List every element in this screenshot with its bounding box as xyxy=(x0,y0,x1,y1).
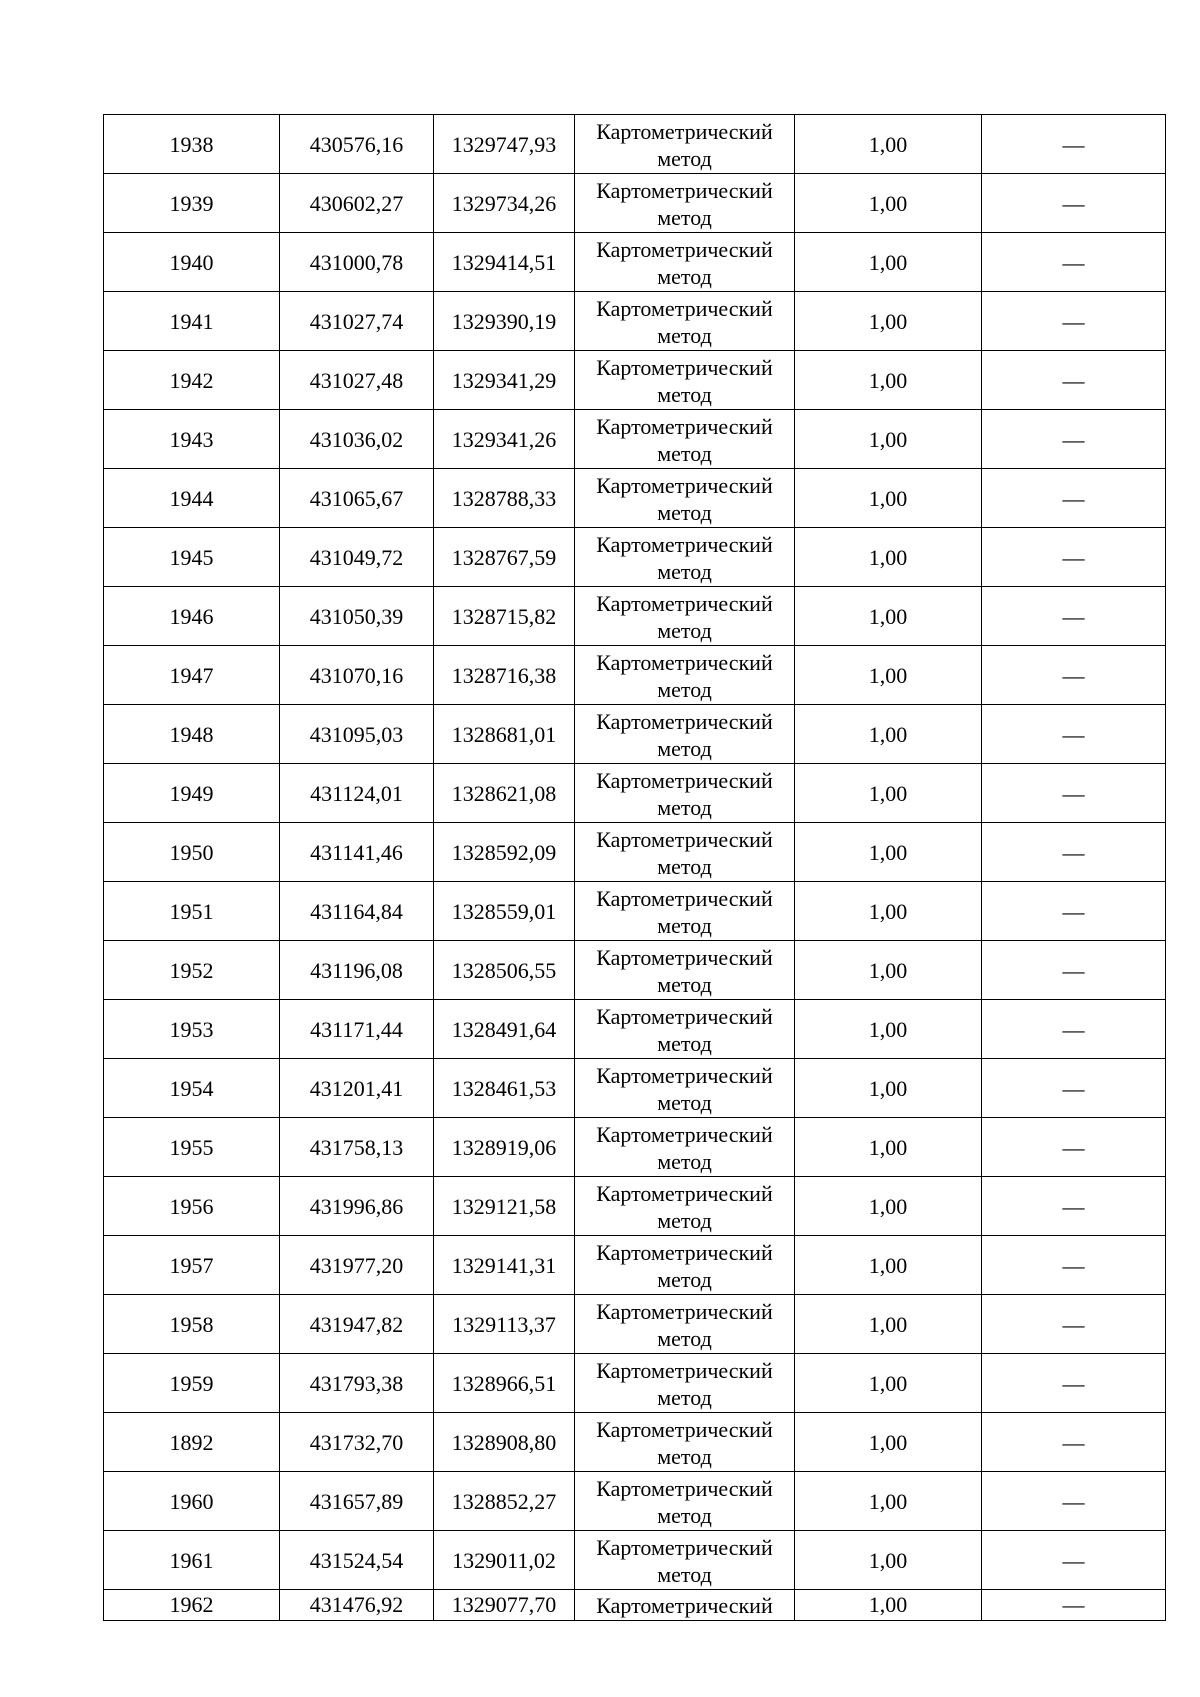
accuracy-cell: 1,00 xyxy=(795,174,982,233)
method-text-line: метод xyxy=(657,205,712,230)
note-cell: — xyxy=(982,1531,1166,1590)
method-cell xyxy=(575,1059,795,1118)
method-cell xyxy=(575,115,795,174)
point-number-cell: 1941 xyxy=(104,292,280,351)
note-cell: — xyxy=(982,823,1166,882)
table-row xyxy=(104,233,1166,292)
table-row xyxy=(104,115,1166,174)
table-row xyxy=(104,705,1166,764)
method-cell xyxy=(575,1472,795,1531)
accuracy-cell: 1,00 xyxy=(795,1236,982,1295)
method-text-line: метод xyxy=(657,1090,712,1115)
point-number-cell: 1940 xyxy=(104,233,280,292)
table-row xyxy=(104,1472,1166,1531)
accuracy-cell: 1,00 xyxy=(795,1000,982,1059)
y-coordinate-cell: 1328919,06 xyxy=(434,1118,575,1177)
y-coordinate-cell: 1329121,58 xyxy=(434,1177,575,1236)
x-coordinate-cell: 431476,92 xyxy=(280,1590,434,1621)
table-row xyxy=(104,941,1166,1000)
point-number-cell: 1957 xyxy=(104,1236,280,1295)
y-coordinate-cell: 1328716,38 xyxy=(434,646,575,705)
point-number-cell: 1951 xyxy=(104,882,280,941)
note-cell: — xyxy=(982,705,1166,764)
point-number-cell: 1961 xyxy=(104,1531,280,1590)
note-cell: — xyxy=(982,1590,1166,1621)
method-text-line: метод xyxy=(657,972,712,997)
x-coordinate-cell: 431141,46 xyxy=(280,823,434,882)
accuracy-cell: 1,00 xyxy=(795,1059,982,1118)
y-coordinate-cell: 1328788,33 xyxy=(434,469,575,528)
method-cell xyxy=(575,646,795,705)
x-coordinate-cell: 430602,27 xyxy=(280,174,434,233)
accuracy-cell: 1,00 xyxy=(795,1118,982,1177)
x-coordinate-cell: 431050,39 xyxy=(280,587,434,646)
accuracy-cell: 1,00 xyxy=(795,823,982,882)
method-cell xyxy=(575,174,795,233)
accuracy-cell: 1,00 xyxy=(795,705,982,764)
x-coordinate-cell: 431027,48 xyxy=(280,351,434,410)
x-coordinate-cell: 431027,74 xyxy=(280,292,434,351)
x-coordinate-cell: 431996,86 xyxy=(280,1177,434,1236)
method-cell xyxy=(575,823,795,882)
y-coordinate-cell: 1328506,55 xyxy=(434,941,575,1000)
method-text-line: метод xyxy=(657,264,712,289)
method-text-line: метод xyxy=(657,913,712,938)
table-row xyxy=(104,528,1166,587)
note-cell: — xyxy=(982,174,1166,233)
table-row xyxy=(104,882,1166,941)
method-text-line: Картометрический xyxy=(596,709,773,734)
point-number-cell: 1943 xyxy=(104,410,280,469)
table-row xyxy=(104,1354,1166,1413)
method-text-line: метод xyxy=(657,1149,712,1174)
note-cell: — xyxy=(982,410,1166,469)
method-text-line: метод xyxy=(657,736,712,761)
method-text-line: метод xyxy=(657,559,712,584)
method-text-line: Картометрический xyxy=(596,1004,773,1029)
note-cell: — xyxy=(982,292,1166,351)
method-cell xyxy=(575,1000,795,1059)
method-text-line: Картометрический xyxy=(596,473,773,498)
accuracy-cell: 1,00 xyxy=(795,1295,982,1354)
x-coordinate-cell: 431065,67 xyxy=(280,469,434,528)
method-cell xyxy=(575,469,795,528)
y-coordinate-cell: 1329011,02 xyxy=(434,1531,575,1590)
method-cell xyxy=(575,764,795,823)
note-cell: — xyxy=(982,1236,1166,1295)
x-coordinate-cell: 431171,44 xyxy=(280,1000,434,1059)
x-coordinate-cell: 431732,70 xyxy=(280,1413,434,1472)
point-number-cell: 1962 xyxy=(104,1590,280,1621)
point-number-cell: 1942 xyxy=(104,351,280,410)
table-row xyxy=(104,587,1166,646)
method-cell xyxy=(575,882,795,941)
y-coordinate-cell: 1329414,51 xyxy=(434,233,575,292)
y-coordinate-cell: 1329077,70 xyxy=(434,1590,575,1621)
method-text-line: метод xyxy=(657,500,712,525)
table-row xyxy=(104,1236,1166,1295)
method-text-line: Картометрический xyxy=(596,1299,773,1324)
x-coordinate-cell: 430576,16 xyxy=(280,115,434,174)
note-cell: — xyxy=(982,941,1166,1000)
point-number-cell: 1948 xyxy=(104,705,280,764)
method-text-line: Картометрический xyxy=(596,532,773,557)
accuracy-cell: 1,00 xyxy=(795,587,982,646)
y-coordinate-cell: 1328966,51 xyxy=(434,1354,575,1413)
table-row xyxy=(104,1531,1166,1590)
note-cell: — xyxy=(982,1177,1166,1236)
method-text-line: Картометрический xyxy=(596,1181,773,1206)
note-cell: — xyxy=(982,115,1166,174)
method-text-line: Картометрический xyxy=(596,768,773,793)
method-cell xyxy=(575,1295,795,1354)
method-cell xyxy=(575,292,795,351)
y-coordinate-cell: 1328559,01 xyxy=(434,882,575,941)
table-row xyxy=(104,1177,1166,1236)
y-coordinate-cell: 1328592,09 xyxy=(434,823,575,882)
accuracy-cell: 1,00 xyxy=(795,1177,982,1236)
table-row xyxy=(104,1413,1166,1472)
point-number-cell: 1956 xyxy=(104,1177,280,1236)
method-text-line: Картометрический xyxy=(596,1476,773,1501)
point-number-cell: 1952 xyxy=(104,941,280,1000)
method-text-line: метод xyxy=(657,1562,712,1587)
point-number-cell: 1939 xyxy=(104,174,280,233)
note-cell: — xyxy=(982,233,1166,292)
method-text-line: метод xyxy=(657,146,712,171)
note-cell: — xyxy=(982,469,1166,528)
method-text-line: Картометрический xyxy=(596,945,773,970)
method-text-line: метод xyxy=(657,441,712,466)
table-row xyxy=(104,646,1166,705)
point-number-cell: 1959 xyxy=(104,1354,280,1413)
method-text-line: Картометрический xyxy=(596,178,773,203)
note-cell: — xyxy=(982,1413,1166,1472)
method-cell xyxy=(575,705,795,764)
method-text-line: Картометрический xyxy=(596,1063,773,1088)
method-text-line: метод xyxy=(657,1208,712,1233)
method-cell xyxy=(575,1177,795,1236)
x-coordinate-cell: 431036,02 xyxy=(280,410,434,469)
accuracy-cell: 1,00 xyxy=(795,469,982,528)
point-number-cell: 1958 xyxy=(104,1295,280,1354)
accuracy-cell: 1,00 xyxy=(795,410,982,469)
accuracy-cell: 1,00 xyxy=(795,646,982,705)
table-row xyxy=(104,410,1166,469)
accuracy-cell: 1,00 xyxy=(795,882,982,941)
note-cell: — xyxy=(982,528,1166,587)
y-coordinate-cell: 1329341,26 xyxy=(434,410,575,469)
method-text-line: Картометрический xyxy=(596,1417,773,1442)
table-row xyxy=(104,764,1166,823)
method-text-line: Картометрический xyxy=(596,355,773,380)
table-row xyxy=(104,1295,1166,1354)
x-coordinate-cell: 431049,72 xyxy=(280,528,434,587)
method-text-line: метод xyxy=(657,854,712,879)
point-number-cell: 1950 xyxy=(104,823,280,882)
table-row xyxy=(104,292,1166,351)
y-coordinate-cell: 1328461,53 xyxy=(434,1059,575,1118)
x-coordinate-cell: 431524,54 xyxy=(280,1531,434,1590)
x-coordinate-cell: 431095,03 xyxy=(280,705,434,764)
accuracy-cell: 1,00 xyxy=(795,1472,982,1531)
note-cell: — xyxy=(982,1118,1166,1177)
method-text-line: Картометрический xyxy=(596,1535,773,1560)
x-coordinate-cell: 431793,38 xyxy=(280,1354,434,1413)
accuracy-cell: 1,00 xyxy=(795,941,982,1000)
y-coordinate-cell: 1328681,01 xyxy=(434,705,575,764)
method-text-line: Картометрический xyxy=(596,414,773,439)
accuracy-cell: 1,00 xyxy=(795,351,982,410)
point-number-cell: 1954 xyxy=(104,1059,280,1118)
method-text-line: метод xyxy=(657,323,712,348)
note-cell: — xyxy=(982,764,1166,823)
method-text-line: Картометрический xyxy=(596,1358,773,1383)
method-cell xyxy=(575,941,795,1000)
table-row xyxy=(104,823,1166,882)
x-coordinate-cell: 431758,13 xyxy=(280,1118,434,1177)
method-text-line: Картометрический xyxy=(596,119,773,144)
note-cell: — xyxy=(982,1472,1166,1531)
method-text-line: метод xyxy=(657,618,712,643)
method-cell xyxy=(575,1118,795,1177)
accuracy-cell: 1,00 xyxy=(795,233,982,292)
method-text-line: метод xyxy=(657,1444,712,1469)
point-number-cell: 1938 xyxy=(104,115,280,174)
method-text-line: Картометрический xyxy=(596,827,773,852)
method-cell xyxy=(575,1531,795,1590)
accuracy-cell: 1,00 xyxy=(795,528,982,587)
table-row xyxy=(104,1118,1166,1177)
x-coordinate-cell: 431124,01 xyxy=(280,764,434,823)
y-coordinate-cell: 1329113,37 xyxy=(434,1295,575,1354)
y-coordinate-cell: 1328621,08 xyxy=(434,764,575,823)
y-coordinate-cell: 1329734,26 xyxy=(434,174,575,233)
point-number-cell: 1945 xyxy=(104,528,280,587)
point-number-cell: 1944 xyxy=(104,469,280,528)
accuracy-cell: 1,00 xyxy=(795,1531,982,1590)
point-number-cell: 1949 xyxy=(104,764,280,823)
table-row xyxy=(104,1059,1166,1118)
accuracy-cell: 1,00 xyxy=(795,1413,982,1472)
method-text-line: Картометрический xyxy=(596,650,773,675)
method-cell xyxy=(575,587,795,646)
y-coordinate-cell: 1328852,27 xyxy=(434,1472,575,1531)
method-text-line: Картометрический xyxy=(596,1240,773,1265)
method-text-line: Картометрический xyxy=(596,237,773,262)
y-coordinate-cell: 1329341,29 xyxy=(434,351,575,410)
note-cell: — xyxy=(982,1295,1166,1354)
point-number-cell: 1953 xyxy=(104,1000,280,1059)
y-coordinate-cell: 1329390,19 xyxy=(434,292,575,351)
table-row xyxy=(104,174,1166,233)
y-coordinate-cell: 1329141,31 xyxy=(434,1236,575,1295)
note-cell: — xyxy=(982,1000,1166,1059)
point-number-cell: 1892 xyxy=(104,1413,280,1472)
method-text-line: метод xyxy=(657,795,712,820)
method-cell xyxy=(575,1236,795,1295)
x-coordinate-cell: 431977,20 xyxy=(280,1236,434,1295)
method-cell xyxy=(575,233,795,292)
x-coordinate-cell: 431947,82 xyxy=(280,1295,434,1354)
method-text-line: Картометрический xyxy=(596,296,773,321)
method-cell xyxy=(575,528,795,587)
note-cell: — xyxy=(982,351,1166,410)
note-cell: — xyxy=(982,1354,1166,1413)
accuracy-cell: 1,00 xyxy=(795,1590,982,1621)
table-row xyxy=(104,1000,1166,1059)
method-text-line: Картометрический xyxy=(596,591,773,616)
method-text-line: метод xyxy=(657,677,712,702)
method-cell xyxy=(575,410,795,469)
accuracy-cell: 1,00 xyxy=(795,764,982,823)
point-number-cell: 1947 xyxy=(104,646,280,705)
x-coordinate-cell: 431196,08 xyxy=(280,941,434,1000)
point-number-cell: 1946 xyxy=(104,587,280,646)
method-text-line: метод xyxy=(657,1031,712,1056)
y-coordinate-cell: 1328767,59 xyxy=(434,528,575,587)
method-text-line: Картометрический xyxy=(596,1122,773,1147)
method-text-line: метод xyxy=(657,1503,712,1528)
table-row xyxy=(104,469,1166,528)
y-coordinate-cell: 1329747,93 xyxy=(434,115,575,174)
point-number-cell: 1960 xyxy=(104,1472,280,1531)
coordinates-table-body xyxy=(104,115,1166,1621)
method-text-line: метод xyxy=(657,1267,712,1292)
y-coordinate-cell: 1328908,80 xyxy=(434,1413,575,1472)
accuracy-cell: 1,00 xyxy=(795,292,982,351)
accuracy-cell: 1,00 xyxy=(795,1354,982,1413)
method-text-line: метод xyxy=(657,382,712,407)
table-row xyxy=(104,1590,1166,1621)
accuracy-cell: 1,00 xyxy=(795,115,982,174)
method-cell xyxy=(575,1413,795,1472)
method-cell xyxy=(575,1590,795,1621)
point-number-cell: 1955 xyxy=(104,1118,280,1177)
x-coordinate-cell: 431164,84 xyxy=(280,882,434,941)
method-text-line: метод xyxy=(657,1385,712,1410)
note-cell: — xyxy=(982,1059,1166,1118)
method-cell xyxy=(575,1354,795,1413)
y-coordinate-cell: 1328715,82 xyxy=(434,587,575,646)
note-cell: — xyxy=(982,882,1166,941)
note-cell: — xyxy=(982,646,1166,705)
x-coordinate-cell: 431657,89 xyxy=(280,1472,434,1531)
x-coordinate-cell: 431000,78 xyxy=(280,233,434,292)
y-coordinate-cell: 1328491,64 xyxy=(434,1000,575,1059)
x-coordinate-cell: 431070,16 xyxy=(280,646,434,705)
coordinates-table xyxy=(103,114,1166,1621)
method-text-line: Картометрический xyxy=(596,886,773,911)
note-cell: — xyxy=(982,587,1166,646)
method-text-line: метод xyxy=(657,1326,712,1351)
x-coordinate-cell: 431201,41 xyxy=(280,1059,434,1118)
method-cell xyxy=(575,351,795,410)
table-row xyxy=(104,351,1166,410)
method-text-line: Картометрический xyxy=(596,1593,773,1618)
